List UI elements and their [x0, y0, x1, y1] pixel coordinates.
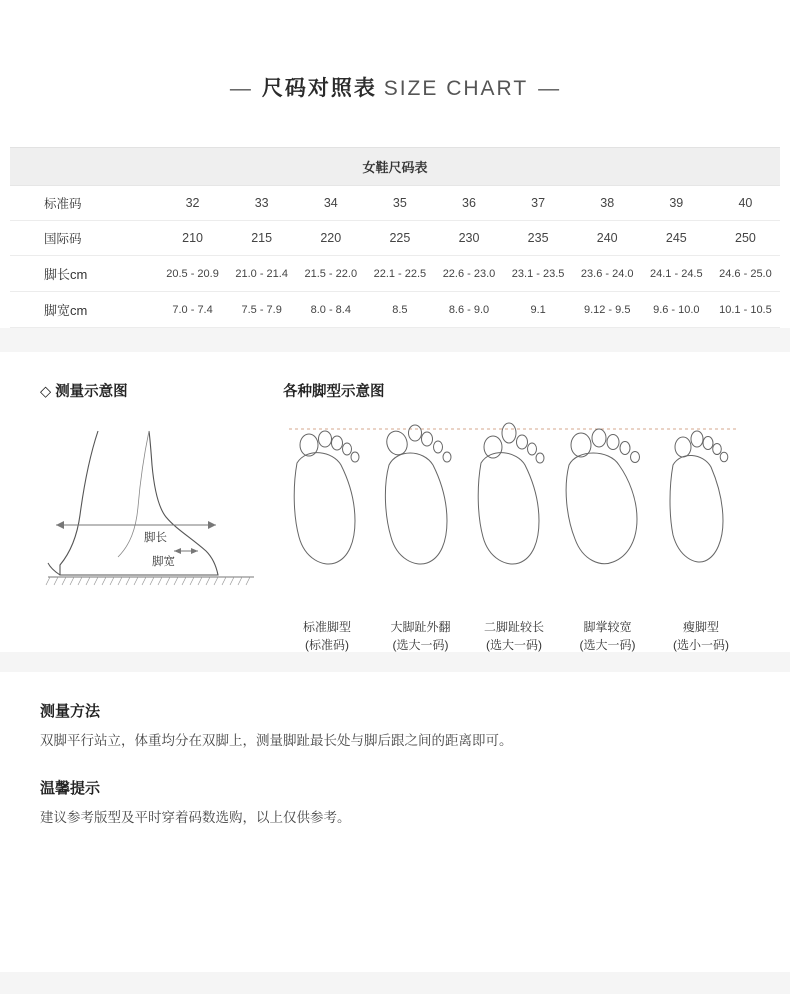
row-label-foot-length: 脚长cm	[10, 256, 158, 292]
foot-type-name: 脚掌较宽	[583, 620, 632, 634]
size-table	[10, 148, 780, 328]
cell: 240	[573, 221, 642, 256]
divider-band-top	[0, 328, 790, 352]
title-dash-left: —	[229, 77, 252, 100]
foot-type-item	[283, 612, 371, 654]
foot-type-name: 二脚趾较长	[483, 620, 544, 634]
divider-band-middle	[0, 652, 790, 672]
tips-block	[40, 751, 790, 828]
foot-type-item	[657, 612, 745, 654]
foot-types-illustration	[283, 415, 745, 585]
cell: 36	[434, 186, 503, 221]
diagram-section	[0, 352, 790, 652]
foot-type-item	[470, 612, 558, 654]
size-table-caption: 女鞋尺码表	[10, 148, 780, 186]
cell: 220	[296, 221, 365, 256]
cell: 210	[158, 221, 227, 256]
cell: 8.0 - 8.4	[296, 292, 365, 328]
foot-type-note: (选大一码)	[486, 638, 542, 652]
tips-title: 温馨提示	[40, 780, 101, 797]
cell: 21.0 - 21.4	[227, 256, 296, 292]
cell: 23.6 - 24.0	[573, 256, 642, 292]
measure-method-text: 双脚平行站立，体重均分在双脚上，测量脚趾最长处与脚后跟之间的距离即可。	[40, 733, 513, 748]
measure-method-title: 测量方法	[40, 703, 101, 720]
cell: 245	[642, 221, 711, 256]
cell: 24.6 - 25.0	[711, 256, 780, 292]
divider-band-bottom	[0, 972, 790, 994]
cell: 9.12 - 9.5	[573, 292, 642, 328]
title-dash-right: —	[538, 77, 561, 100]
foot-types-heading: 各种脚型示意图	[283, 384, 385, 400]
cell: 20.5 - 20.9	[158, 256, 227, 292]
size-table-wrapper	[10, 147, 780, 328]
row-label-foot-width: 脚宽cm	[10, 292, 158, 328]
foot-type-note: (选大一码)	[392, 638, 449, 652]
diamond-icon: ◇	[40, 384, 52, 400]
cell: 35	[365, 186, 434, 221]
cell: 32	[158, 186, 227, 221]
foot-type-note: (标准码)	[305, 638, 349, 652]
foot-types-block	[283, 380, 753, 654]
bottom-text-section	[0, 672, 790, 828]
foot-width-label: 脚宽	[152, 556, 175, 568]
cell: 34	[296, 186, 365, 221]
foot-type-item	[377, 612, 465, 654]
cell: 10.1 - 10.5	[711, 292, 780, 328]
table-row	[10, 186, 780, 221]
foot-side-illustration	[40, 425, 265, 605]
foot-type-name: 瘦脚型	[682, 620, 719, 634]
cell: 40	[711, 186, 780, 221]
foot-type-note: (选小一码)	[673, 638, 729, 652]
foot-type-name: 标准脚型	[302, 620, 351, 634]
table-caption-row	[10, 148, 780, 186]
tips-text: 建议参考版型及平时穿着码数选购，以上仅供参考。	[40, 810, 351, 825]
page-title-en: SIZE CHART	[383, 77, 529, 100]
row-label-standard: 标准码	[10, 186, 158, 221]
cell: 9.6 - 10.0	[642, 292, 711, 328]
table-row	[10, 256, 780, 292]
cell: 235	[504, 221, 573, 256]
cell: 8.5	[365, 292, 434, 328]
table-row	[10, 221, 780, 256]
cell: 230	[434, 221, 503, 256]
measure-diagram-heading-label: 测量示意图	[55, 384, 128, 400]
cell: 21.5 - 22.0	[296, 256, 365, 292]
cell: 24.1 - 24.5	[642, 256, 711, 292]
foot-type-note: (选大一码)	[579, 638, 636, 652]
cell: 250	[711, 221, 780, 256]
cell: 8.6 - 9.0	[434, 292, 503, 328]
measure-diagram-heading	[40, 380, 260, 401]
foot-type-captions	[283, 612, 745, 654]
measure-diagram-block	[40, 380, 260, 610]
table-row	[10, 292, 780, 328]
cell: 9.1	[504, 292, 573, 328]
cell: 23.1 - 23.5	[504, 256, 573, 292]
cell: 7.5 - 7.9	[227, 292, 296, 328]
cell: 22.6 - 23.0	[434, 256, 503, 292]
foot-type-name: 大脚趾外翻	[390, 620, 451, 634]
cell: 7.0 - 7.4	[158, 292, 227, 328]
cell: 39	[642, 186, 711, 221]
cell: 215	[227, 221, 296, 256]
cell: 37	[504, 186, 573, 221]
cell: 225	[365, 221, 434, 256]
row-label-international: 国际码	[10, 221, 158, 256]
measure-method-block	[40, 672, 790, 751]
page-title-cn: 尺码对照表	[261, 77, 377, 100]
foot-type-item	[564, 612, 652, 654]
foot-length-label: 脚长	[144, 532, 167, 544]
cell: 33	[227, 186, 296, 221]
page-title	[0, 72, 790, 102]
cell: 22.1 - 22.5	[365, 256, 434, 292]
cell: 38	[573, 186, 642, 221]
